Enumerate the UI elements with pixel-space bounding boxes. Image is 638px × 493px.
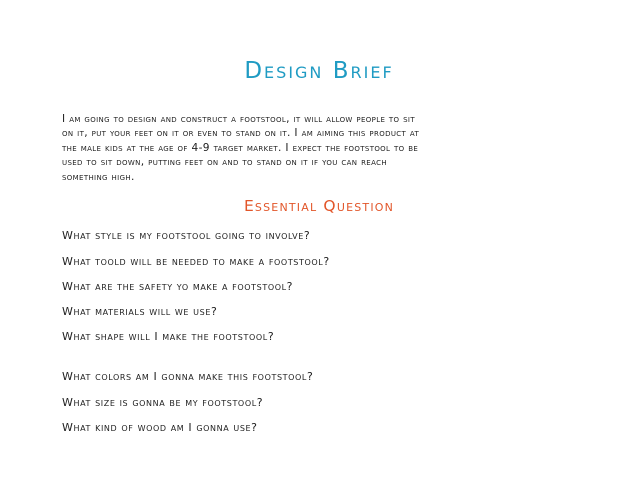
question-item: What shape will I make the footstool? (62, 330, 275, 343)
page-title: Design Brief (244, 58, 394, 84)
question-item: What toold will be needed to make a footstool? (62, 255, 330, 268)
question-item: What kind of wood am I gonna use? (62, 421, 258, 434)
question-item: What are the safety yo make a footstool? (62, 280, 294, 293)
design-brief-paragraph: I am going to design and construct a footstool, it will allow people to sit on it, put your feet on it or even to stand on it. I am aiming this product at the male kids at the age of 4-9 target market. I expect the footstool to be used to sit down, putting feet on and to stand on it if you can reach something high. (62, 113, 420, 183)
section-heading: Essential Question (243, 197, 395, 215)
question-item: What materials will we use? (62, 305, 218, 318)
question-item: What style is my footstool going to involve? (62, 229, 311, 242)
question-item: What size is gonna be my footstool? (62, 396, 264, 409)
question-item: What colors am I gonna make this footstool? (62, 370, 314, 383)
